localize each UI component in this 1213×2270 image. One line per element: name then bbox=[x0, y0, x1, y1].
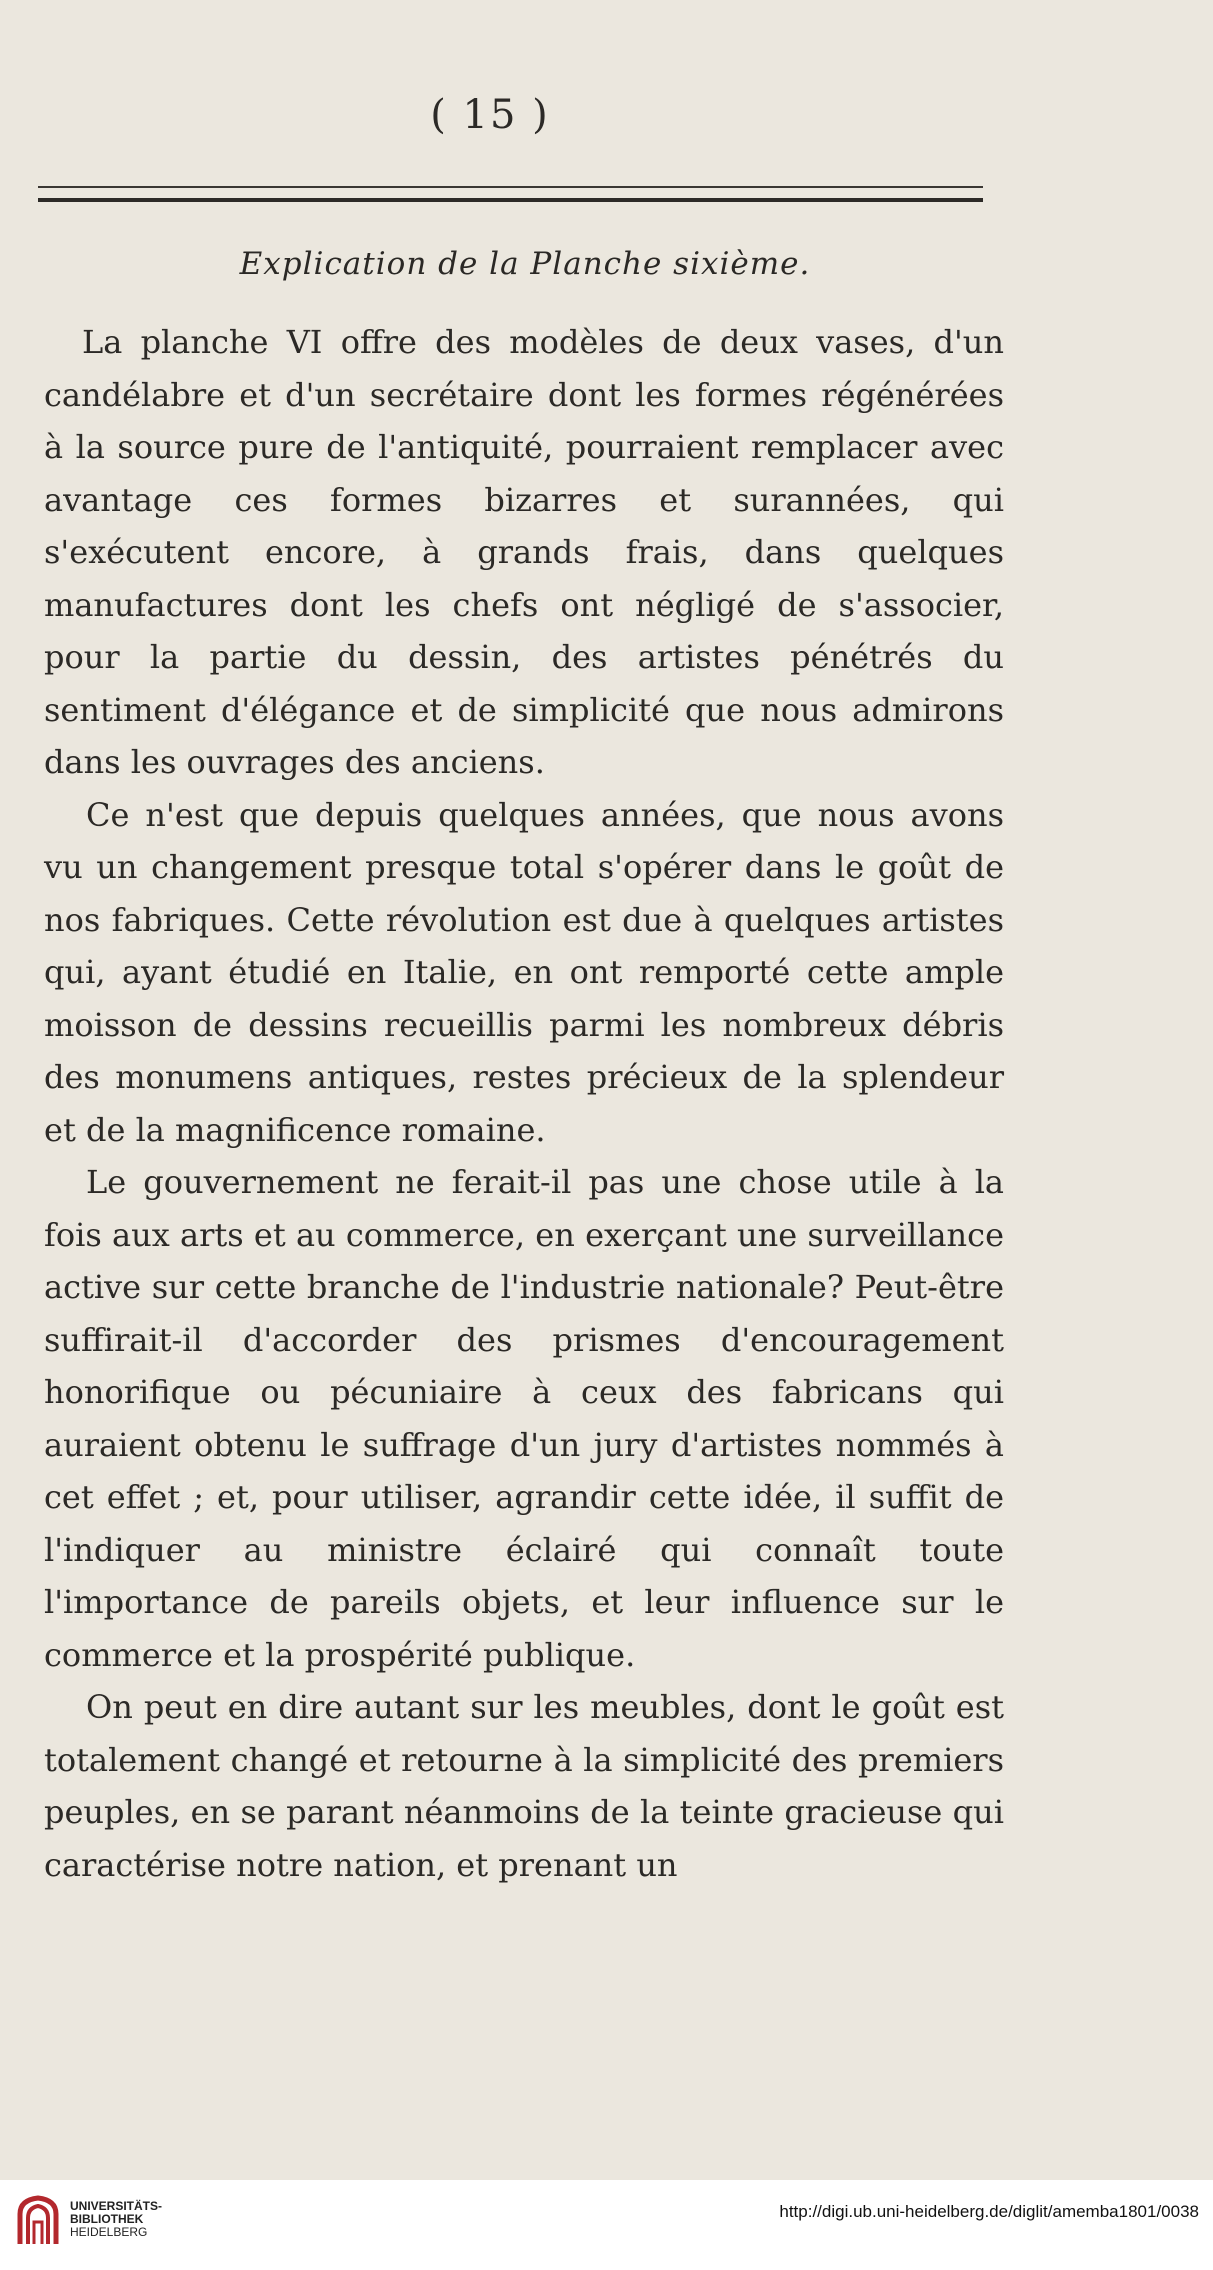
paragraph: La planche VI offre des modèles de deux vases, d'un candélabre et d'un secrétaire dont les formes régénérées à la source pure de l'antiquité, pourraient remplacer avec avantage ces formes bizarres et surannées, qui s'exécutent encore, à grands frais, dans quelques manufactures dont les chefs ont négligé de s'associer, pour la partie du dessin, des artistes pénétrés du sentiment d'élégance et de simplicité que nous admirons dans les ouvrages des anciens. bbox=[44, 323, 1004, 781]
paragraph: On peut en dire autant sur les meubles, dont le goût est totalement changé et retourne à la simplicité des premiers peuples, en se parant néanmoins de la teinte gracieuse qui caractérise notre nation, et prenant un bbox=[44, 1688, 1004, 1884]
university-library-logo-icon bbox=[14, 2192, 62, 2252]
source-url-link[interactable]: http://digi.ub.uni-heidelberg.de/diglit/amemba1801/0038 bbox=[779, 2202, 1199, 2221]
library-name-line: HEIDELBERG bbox=[70, 2225, 148, 2239]
header-rule-thin bbox=[38, 186, 983, 188]
body-text bbox=[44, 316, 1004, 1891]
library-name bbox=[70, 2200, 162, 2239]
library-name-line: UNIVERSITÄTS- bbox=[70, 2199, 163, 2213]
paragraph: Le gouvernement ne ferait-il pas une chose utile à la fois aux arts et au commerce, en exerçant une surveillance active sur cette branche de l'industrie nationale? Peut-être suffirait-il d'accorder des prismes d'encouragement honorifique ou pécuniaire à ceux des fabricans qui auraient obtenu le suffrage d'un jury d'artistes nommés à cet effet ; et, pour utiliser, agrandir cette idée, il suffit de l'indiquer au ministre éclairé qui connaît toute l'importance de pareils objets, et leur influence sur le commerce et la prospérité publique. bbox=[44, 1163, 1004, 1674]
footer-bar bbox=[0, 2180, 1213, 2270]
header-rule-thick bbox=[38, 198, 983, 202]
library-name-line: BIBLIOTHEK bbox=[70, 2212, 144, 2226]
page-number: ( 15 ) bbox=[430, 92, 550, 138]
paragraph: Ce n'est que depuis quelques années, que nous avons vu un changement presque total s'opérer dans le goût de nos fabriques. Cette révolution est due à quelques artistes qui, ayant étudié en Italie, en ont remporté cette ample moisson de dessins recueillis parmi les nombreux débris des monumens antiques, restes précieux de la splendeur et de la magnificence romaine. bbox=[44, 795, 1004, 1149]
section-heading: Explication de la Planche sixième. bbox=[239, 246, 811, 282]
